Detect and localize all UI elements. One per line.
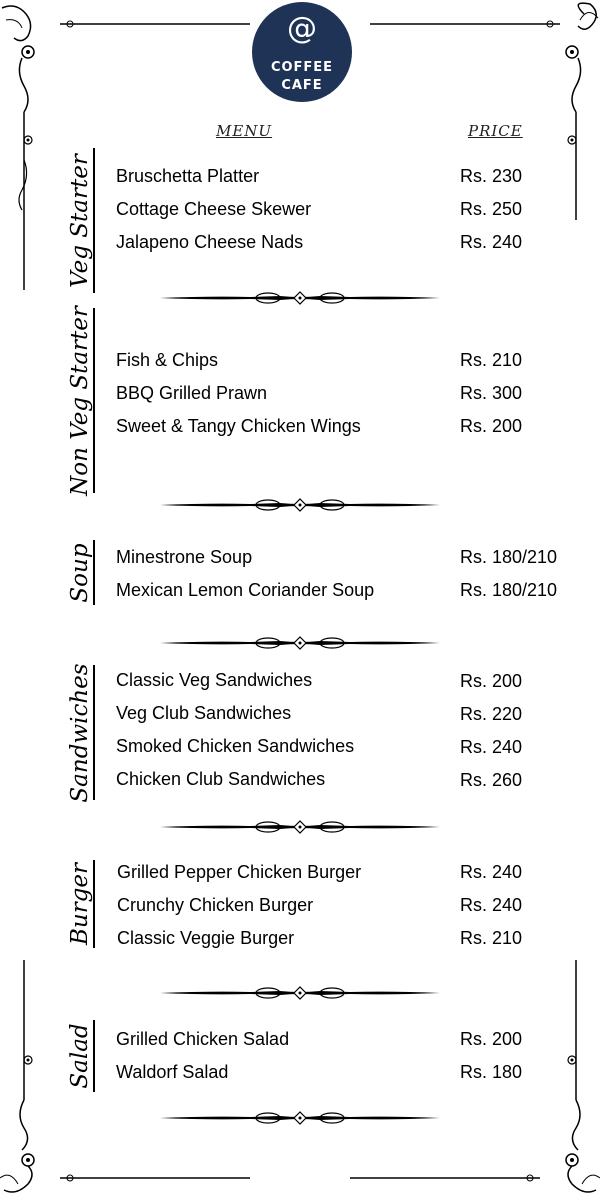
menu-item-price: Rs. 230: [460, 166, 523, 186]
corner-line-bottom-left: [60, 1174, 260, 1182]
section-title: Salad: [67, 1023, 93, 1089]
corner-line-top-right: [360, 20, 560, 28]
menu-item-name: Mexican Lemon Coriander Soup: [116, 580, 375, 600]
menu-item-name: BBQ Grilled Prawn: [116, 383, 268, 403]
ornamental-divider: [160, 633, 440, 653]
menu-item-price: Rs. 240: [460, 737, 523, 757]
menu-item-price: Rs. 210: [460, 350, 523, 370]
menu-item-price: Rs. 180/210: [460, 547, 558, 567]
section-burger: [0, 860, 600, 948]
menu-item-price: Rs. 180: [460, 1062, 523, 1082]
section-title: Soup: [67, 542, 93, 603]
menu-item-name: Crunchy Chicken Burger: [117, 895, 314, 915]
ornamental-divider: [160, 288, 440, 308]
section-veg-starter: [0, 148, 600, 293]
menu-item-name: Jalapeno Cheese Nads: [116, 232, 304, 252]
menu-item-name: Veg Club Sandwiches: [116, 703, 292, 723]
section-soup: [0, 540, 600, 605]
menu-item-name: Grilled Pepper Chicken Burger: [117, 862, 362, 882]
price-column-header: PRICE: [468, 122, 523, 140]
menu-item-price: Rs. 240: [460, 862, 523, 882]
menu-item-name: Classic Veggie Burger: [117, 928, 295, 948]
section-non-veg-starter: [0, 305, 600, 496]
section-sandwiches: [0, 662, 600, 803]
ornamental-divider: [160, 495, 440, 515]
section-rule: [93, 540, 95, 605]
menu-item-price: Rs. 180/210: [460, 580, 558, 600]
menu-item-name: Fish & Chips: [116, 350, 219, 370]
section-rule: [93, 860, 95, 948]
section-rule: [93, 148, 95, 293]
menu-item-price: Rs. 200: [460, 416, 523, 436]
cafe-logo: [252, 2, 352, 102]
logo-at-symbol: @: [287, 11, 317, 46]
menu-item-name: Cottage Cheese Skewer: [116, 199, 312, 219]
menu-item-price: Rs. 260: [460, 770, 523, 790]
menu-item-name: Classic Veg Sandwiches: [116, 670, 313, 690]
section-title: Veg Starter: [67, 153, 93, 288]
section-rule: [93, 308, 95, 493]
section-title: Burger: [67, 862, 93, 946]
section-title: Sandwiches: [67, 662, 93, 803]
ornamental-divider: [160, 817, 440, 837]
menu-item-price: Rs. 250: [460, 199, 523, 219]
menu-item-price: Rs. 200: [460, 1029, 523, 1049]
menu-item-price: Rs. 240: [460, 895, 523, 915]
menu-item-price: Rs. 240: [460, 232, 523, 252]
menu-item-price: Rs. 220: [460, 704, 523, 724]
menu-item-name: Smoked Chicken Sandwiches: [116, 736, 355, 756]
menu-item-price: Rs. 300: [460, 383, 523, 403]
logo-line-coffee: COFFEE: [270, 60, 334, 75]
menu-item-name: Waldorf Salad: [116, 1062, 229, 1082]
logo-line-cafe: CAFE: [281, 78, 323, 93]
menu-item-price: Rs. 200: [460, 671, 523, 691]
ornamental-divider: [160, 983, 440, 1003]
menu-item-name: Sweet & Tangy Chicken Wings: [116, 416, 361, 436]
section-rule: [93, 1020, 95, 1092]
section-salad: [0, 1020, 600, 1092]
corner-line-bottom-right: [340, 1174, 540, 1182]
menu-item-name: Grilled Chicken Salad: [116, 1029, 290, 1049]
ornamental-divider: [160, 1108, 440, 1128]
menu-column-header: MENU: [216, 122, 273, 140]
menu-item-name: Bruschetta Platter: [116, 166, 260, 186]
menu-item-name: Chicken Club Sandwiches: [116, 769, 326, 789]
menu-item-price: Rs. 210: [460, 928, 523, 948]
section-rule: [93, 665, 95, 800]
menu-item-name: Minestrone Soup: [116, 547, 253, 567]
section-title: Non Veg Starter: [67, 305, 93, 496]
corner-line-top-left: [60, 20, 260, 28]
